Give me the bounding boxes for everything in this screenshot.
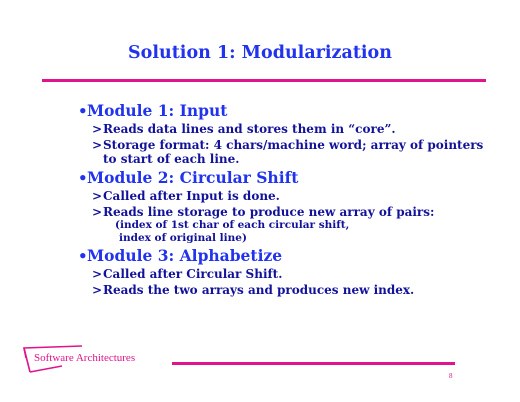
list-item (92, 122, 498, 136)
slide-content (78, 102, 498, 297)
title-divider (42, 79, 486, 82)
bullet-icon: • (78, 102, 88, 120)
list-item (92, 267, 498, 281)
page-number: 8 (449, 372, 453, 380)
module-1 (78, 102, 498, 166)
sub-list-item: index of original line) (119, 231, 247, 244)
module-heading (78, 247, 498, 265)
list-item (92, 205, 498, 219)
bullet-icon: • (78, 169, 88, 187)
sub-list-item: (index of 1st char of each circular shift, (115, 219, 350, 231)
list-item-text: Storage format: 4 chars/machine word; array of pointers to start of each line. (103, 138, 484, 166)
module-heading-text: Module 2: Circular Shift (87, 168, 299, 187)
arrow-icon: > (92, 267, 103, 281)
list-item (92, 283, 498, 297)
module-heading-text: Module 1: Input (87, 101, 228, 120)
list-item (92, 189, 498, 203)
list-item-text: Called after Input is done. (103, 189, 280, 203)
list-item-text: Reads line storage to produce new array of pairs: (103, 205, 435, 219)
list-item-text: Reads data lines and stores them in “core”. (103, 122, 396, 136)
list-item (92, 138, 498, 166)
module-heading (78, 169, 498, 187)
arrow-icon: > (92, 205, 103, 219)
module-heading-text: Module 3: Alphabetize (87, 246, 283, 265)
footer-divider (172, 362, 455, 365)
module-3 (78, 247, 498, 297)
module-heading (78, 102, 498, 120)
list-item-text: Reads the two arrays and produces new index. (103, 283, 415, 297)
logo-text: Software Architectures (34, 352, 136, 364)
arrow-icon: > (92, 189, 103, 203)
arrow-icon: > (92, 283, 103, 297)
arrow-icon: > (92, 138, 103, 152)
module-2 (78, 169, 498, 244)
bullet-icon: • (78, 247, 88, 265)
list-item-text: Called after Circular Shift. (103, 267, 283, 281)
arrow-icon: > (92, 122, 103, 136)
slide-title: Solution 1: Modularization (128, 43, 392, 63)
